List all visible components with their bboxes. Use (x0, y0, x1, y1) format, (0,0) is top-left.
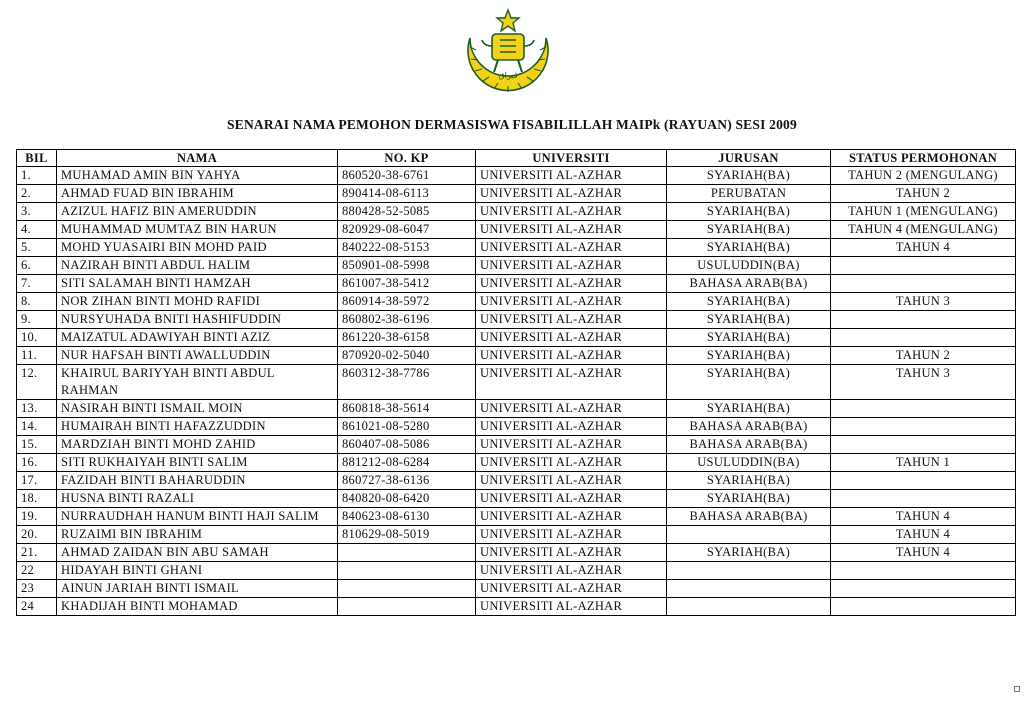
cell-universiti: UNIVERSITI AL-AZHAR (476, 562, 667, 580)
cell-no-kp: 840222-08-5153 (338, 239, 476, 257)
document-title: SENARAI NAMA PEMOHON DERMASISWA FISABILILLAH MAIPk (RAYUAN) SESI 2009 (227, 117, 797, 132)
cell-jurusan (667, 526, 831, 544)
cell-jurusan: SYARIAH(BA) (667, 293, 831, 311)
cell-universiti: UNIVERSITI AL-AZHAR (476, 293, 667, 311)
table-row (17, 203, 1016, 221)
cell-universiti: UNIVERSITI AL-AZHAR (476, 347, 667, 365)
table-row (17, 598, 1016, 616)
cell-universiti: UNIVERSITI AL-AZHAR (476, 436, 667, 454)
cell-nama: MUHAMMAD MUMTAZ BIN HARUN (57, 221, 338, 239)
cell-universiti: UNIVERSITI AL-AZHAR (476, 185, 667, 203)
table-row (17, 365, 1016, 400)
cell-bil: 3. (17, 203, 57, 221)
cell-status: TAHUN 4 (831, 544, 1016, 562)
cell-jurusan: SYARIAH(BA) (667, 311, 831, 329)
cell-jurusan: SYARIAH(BA) (667, 490, 831, 508)
cell-nama: MUHAMAD AMIN BIN YAHYA (57, 167, 338, 185)
cell-nama: MARDZIAH BINTI MOHD ZAHID (57, 436, 338, 454)
cell-bil: 13. (17, 400, 57, 418)
cell-status: TAHUN 2 (MENGULANG) (831, 167, 1016, 185)
cell-universiti: UNIVERSITI AL-AZHAR (476, 598, 667, 616)
cell-nama: NUR HAFSAH BINTI AWALLUDDIN (57, 347, 338, 365)
cell-status (831, 562, 1016, 580)
table-row (17, 436, 1016, 454)
cell-nama: RUZAIMI BIN IBRAHIM (57, 526, 338, 544)
table-row (17, 185, 1016, 203)
cell-no-kp: 810629-08-5019 (338, 526, 476, 544)
cell-status: TAHUN 4 (831, 526, 1016, 544)
cell-jurusan: BAHASA ARAB(BA) (667, 436, 831, 454)
cell-jurusan: SYARIAH(BA) (667, 329, 831, 347)
cell-no-kp: 861021-08-5280 (338, 418, 476, 436)
cell-no-kp: 850901-08-5998 (338, 257, 476, 275)
cell-nama: HUSNA BINTI RAZALI (57, 490, 338, 508)
cell-no-kp: 840623-08-6130 (338, 508, 476, 526)
cell-bil: 18. (17, 490, 57, 508)
cell-status (831, 436, 1016, 454)
cell-jurusan: SYARIAH(BA) (667, 472, 831, 490)
cell-bil: 2. (17, 185, 57, 203)
resize-handle[interactable] (1014, 686, 1020, 692)
cell-nama: AZIZUL HAFIZ BIN AMERUDDIN (57, 203, 338, 221)
crest-text: ڤيراق (498, 71, 518, 80)
cell-jurusan (667, 562, 831, 580)
header-nama: NAMA (57, 150, 338, 167)
cell-status (831, 418, 1016, 436)
cell-status: TAHUN 1 (831, 454, 1016, 472)
cell-bil: 24 (17, 598, 57, 616)
table-row (17, 329, 1016, 347)
cell-nama: NOR ZIHAN BINTI MOHD RAFIDI (57, 293, 338, 311)
cell-bil: 5. (17, 239, 57, 257)
cell-jurusan: SYARIAH(BA) (667, 239, 831, 257)
cell-nama: AHMAD ZAIDAN BIN ABU SAMAH (57, 544, 338, 562)
table-row (17, 418, 1016, 436)
cell-bil: 8. (17, 293, 57, 311)
cell-no-kp: 880428-52-5085 (338, 203, 476, 221)
cell-nama: MOHD YUASAIRI BIN MOHD PAID (57, 239, 338, 257)
cell-universiti: UNIVERSITI AL-AZHAR (476, 472, 667, 490)
cell-bil: 19. (17, 508, 57, 526)
cell-status (831, 275, 1016, 293)
cell-universiti: UNIVERSITI AL-AZHAR (476, 311, 667, 329)
cell-bil: 11. (17, 347, 57, 365)
cell-jurusan: BAHASA ARAB(BA) (667, 418, 831, 436)
cell-jurusan: SYARIAH(BA) (667, 167, 831, 185)
cell-universiti: UNIVERSITI AL-AZHAR (476, 239, 667, 257)
cell-no-kp (338, 562, 476, 580)
cell-status: TAHUN 2 (831, 185, 1016, 203)
cell-bil: 20. (17, 526, 57, 544)
header-universiti: UNIVERSITI (476, 150, 667, 167)
cell-nama: AINUN JARIAH BINTI ISMAIL (57, 580, 338, 598)
cell-universiti: UNIVERSITI AL-AZHAR (476, 167, 667, 185)
cell-status (831, 598, 1016, 616)
cell-nama: KHADIJAH BINTI MOHAMAD (57, 598, 338, 616)
cell-status: TAHUN 3 (831, 293, 1016, 311)
header-jurusan: JURUSAN (667, 150, 831, 167)
cell-no-kp: 860520-38-6761 (338, 167, 476, 185)
cell-jurusan (667, 580, 831, 598)
cell-no-kp: 840820-08-6420 (338, 490, 476, 508)
cell-universiti: UNIVERSITI AL-AZHAR (476, 365, 667, 400)
cell-nama: SITI SALAMAH BINTI HAMZAH (57, 275, 338, 293)
table-row (17, 239, 1016, 257)
table-row (17, 526, 1016, 544)
cell-jurusan: PERUBATAN (667, 185, 831, 203)
cell-nama: KHAIRUL BARIYYAH BINTI ABDUL RAHMAN (57, 365, 338, 400)
cell-nama: HIDAYAH BINTI GHANI (57, 562, 338, 580)
cell-bil: 23 (17, 580, 57, 598)
cell-status (831, 400, 1016, 418)
table-row (17, 472, 1016, 490)
cell-no-kp: 861220-38-6158 (338, 329, 476, 347)
cell-status: TAHUN 2 (831, 347, 1016, 365)
table-row (17, 580, 1016, 598)
cell-no-kp: 820929-08-6047 (338, 221, 476, 239)
cell-nama: NURSYUHADA BNITI HASHIFUDDIN (57, 311, 338, 329)
cell-no-kp (338, 544, 476, 562)
cell-status (831, 580, 1016, 598)
cell-no-kp: 860914-38-5972 (338, 293, 476, 311)
table-row (17, 221, 1016, 239)
cell-bil: 10. (17, 329, 57, 347)
cell-bil: 14. (17, 418, 57, 436)
table-row (17, 508, 1016, 526)
cell-status: TAHUN 4 (831, 508, 1016, 526)
cell-bil: 4. (17, 221, 57, 239)
cell-no-kp: 861007-38-5412 (338, 275, 476, 293)
cell-status: TAHUN 4 (MENGULANG) (831, 221, 1016, 239)
cell-bil: 21. (17, 544, 57, 562)
state-crest-icon (448, 6, 568, 102)
table-row (17, 347, 1016, 365)
cell-status (831, 472, 1016, 490)
cell-jurusan: BAHASA ARAB(BA) (667, 508, 831, 526)
cell-jurusan: USULUDDIN(BA) (667, 257, 831, 275)
cell-nama: AHMAD FUAD BIN IBRAHIM (57, 185, 338, 203)
cell-no-kp: 860802-38-6196 (338, 311, 476, 329)
cell-jurusan: SYARIAH(BA) (667, 400, 831, 418)
cell-universiti: UNIVERSITI AL-AZHAR (476, 508, 667, 526)
cell-status (831, 257, 1016, 275)
table-row (17, 167, 1016, 185)
cell-no-kp: 870920-02-5040 (338, 347, 476, 365)
cell-universiti: UNIVERSITI AL-AZHAR (476, 203, 667, 221)
cell-no-kp: 881212-08-6284 (338, 454, 476, 472)
cell-universiti: UNIVERSITI AL-AZHAR (476, 257, 667, 275)
cell-universiti: UNIVERSITI AL-AZHAR (476, 544, 667, 562)
table-row (17, 544, 1016, 562)
table-row (17, 293, 1016, 311)
cell-bil: 7. (17, 275, 57, 293)
cell-universiti: UNIVERSITI AL-AZHAR (476, 400, 667, 418)
cell-jurusan: SYARIAH(BA) (667, 365, 831, 400)
cell-bil: 22 (17, 562, 57, 580)
cell-jurusan: USULUDDIN(BA) (667, 454, 831, 472)
cell-nama: MAIZATUL ADAWIYAH BINTI AZIZ (57, 329, 338, 347)
table-row (17, 257, 1016, 275)
header-no-kp: NO. KP (338, 150, 476, 167)
table-header-row (17, 150, 1016, 167)
cell-universiti: UNIVERSITI AL-AZHAR (476, 454, 667, 472)
header-status: STATUS PERMOHONAN (831, 150, 1016, 167)
cell-nama: NAZIRAH BINTI ABDUL HALIM (57, 257, 338, 275)
cell-bil: 15. (17, 436, 57, 454)
cell-universiti: UNIVERSITI AL-AZHAR (476, 526, 667, 544)
cell-universiti: UNIVERSITI AL-AZHAR (476, 329, 667, 347)
cell-jurusan: SYARIAH(BA) (667, 347, 831, 365)
cell-status (831, 490, 1016, 508)
cell-no-kp: 860727-38-6136 (338, 472, 476, 490)
applicant-table (16, 149, 1016, 616)
cell-status (831, 329, 1016, 347)
cell-jurusan (667, 598, 831, 616)
table-row (17, 490, 1016, 508)
cell-universiti: UNIVERSITI AL-AZHAR (476, 490, 667, 508)
cell-bil: 12. (17, 365, 57, 400)
cell-no-kp: 860312-38-7786 (338, 365, 476, 400)
cell-nama: HUMAIRAH BINTI HAFAZZUDDIN (57, 418, 338, 436)
cell-nama: NURRAUDHAH HANUM BINTI HAJI SALIM (57, 508, 338, 526)
table-row (17, 400, 1016, 418)
cell-jurusan: SYARIAH(BA) (667, 203, 831, 221)
cell-jurusan: SYARIAH(BA) (667, 221, 831, 239)
cell-universiti: UNIVERSITI AL-AZHAR (476, 580, 667, 598)
cell-bil: 9. (17, 311, 57, 329)
cell-no-kp: 890414-08-6113 (338, 185, 476, 203)
cell-bil: 1. (17, 167, 57, 185)
cell-bil: 17. (17, 472, 57, 490)
table-row (17, 454, 1016, 472)
cell-jurusan: SYARIAH(BA) (667, 544, 831, 562)
cell-universiti: UNIVERSITI AL-AZHAR (476, 221, 667, 239)
table-row (17, 275, 1016, 293)
header-bil: BIL (17, 150, 57, 167)
cell-bil: 6. (17, 257, 57, 275)
table-row (17, 562, 1016, 580)
cell-bil: 16. (17, 454, 57, 472)
cell-status (831, 311, 1016, 329)
cell-universiti: UNIVERSITI AL-AZHAR (476, 418, 667, 436)
cell-status: TAHUN 1 (MENGULANG) (831, 203, 1016, 221)
cell-nama: NASIRAH BINTI ISMAIL MOIN (57, 400, 338, 418)
cell-status: TAHUN 3 (831, 365, 1016, 400)
cell-no-kp: 860407-08-5086 (338, 436, 476, 454)
cell-no-kp: 860818-38-5614 (338, 400, 476, 418)
cell-jurusan: BAHASA ARAB(BA) (667, 275, 831, 293)
cell-nama: FAZIDAH BINTI BAHARUDDIN (57, 472, 338, 490)
cell-no-kp (338, 598, 476, 616)
cell-universiti: UNIVERSITI AL-AZHAR (476, 275, 667, 293)
cell-no-kp (338, 580, 476, 598)
cell-status: TAHUN 4 (831, 239, 1016, 257)
cell-nama: SITI RUKHAIYAH BINTI SALIM (57, 454, 338, 472)
table-row (17, 311, 1016, 329)
